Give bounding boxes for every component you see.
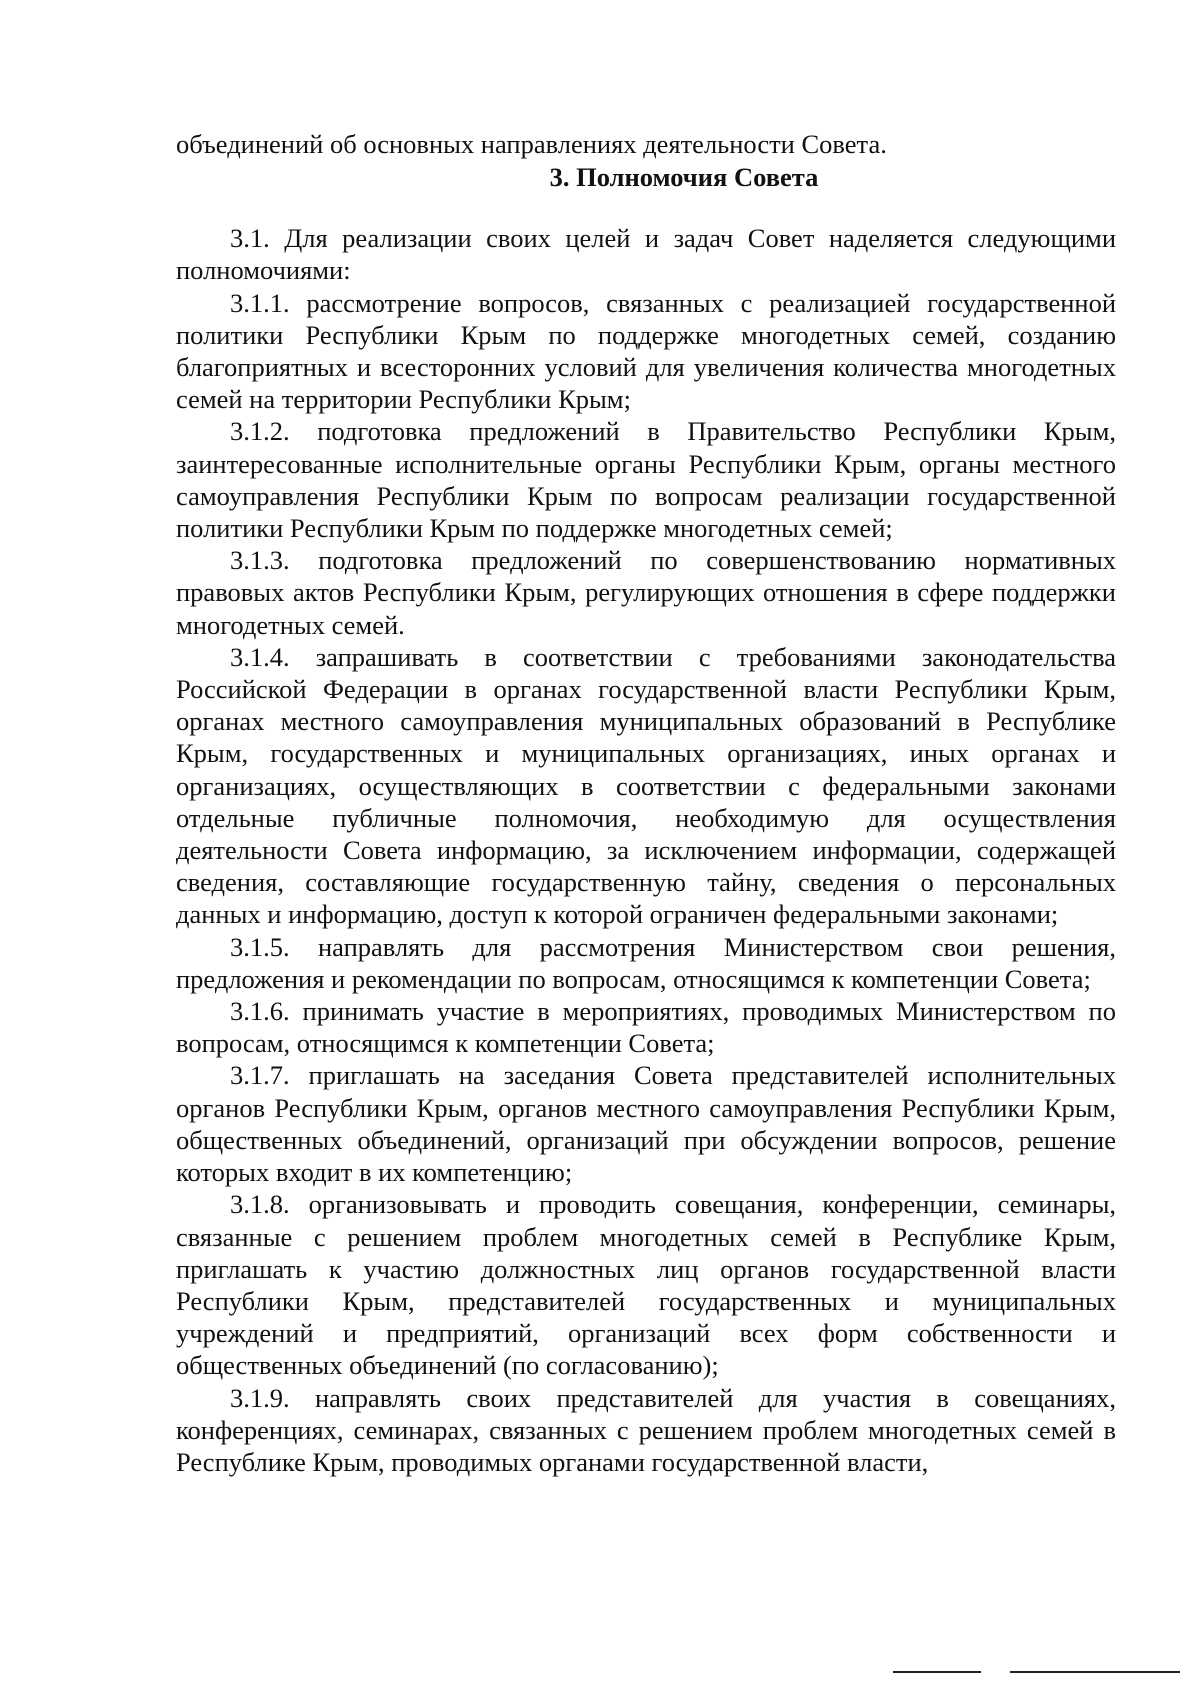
paragraph-3-1-5: 3.1.5. направлять для рассмотрения Министерством свои решения, предложения и рекомендации по вопросам, относящимся к компетенции Совета; [176,931,1116,994]
document-body [176,128,1116,1478]
lead-line: объединений об основных направлениях деятельности Совета. [176,129,887,159]
paragraph-3-1: 3.1. Для реализации своих целей и задач Совет наделяется следующими полномочиями: [176,223,1116,286]
paragraph-3-1-8: 3.1.8. организовывать и проводить совещания, конференции, семинары, связанные с решением проблем многодетных семей в Республике Крым, приглашать к участию должностных лиц органов государственной власти Республики Крым, представителей государственных и муниципальных учреждений и предприятий, организаций всех форм собственности и общественных объединений (по согласованию); [176,1189,1116,1381]
paragraph-3-1-1: 3.1.1. рассмотрение вопросов, связанных с реализацией государственной политики Республики Крым по поддержке многодетных семей, созданию благоприятных и всесторонних условий для увеличения количества многодетных семей на территории Республики Крым; [176,287,1116,415]
footer-rule-left [893,1671,981,1673]
paragraph-3-1-2: 3.1.2. подготовка предложений в Правительство Республики Крым, заинтересованные исполнительные органы Республики Крым, органы местного самоуправления Республики Крым по вопросам реализации государственной политики Республики Крым по поддержке многодетных семей; [176,416,1116,544]
footer-rule-right [1010,1671,1180,1673]
paragraph-3-1-4: 3.1.4. запрашивать в соответствии с требованиями законодательства Российской Федерации в органах государственной власти Республики Крым, органах местного самоуправления муниципальных образований в Республике Крым, государственных и муниципальных организациях, иных органах и организациях, осуществляющих в соответствии с федеральными законами отдельные публичные полномочия, необходимую для осуществления деятельности Совета информацию, за исключением информации, содержащей сведения, составляющие государственную тайну, сведения о персональных данных и информацию, доступ к которой ограничен федеральными законами; [176,641,1116,930]
section-heading: 3. Полномочия Совета [549,162,819,193]
paragraph-3-1-7: 3.1.7. приглашать на заседания Совета представителей исполнительных органов Республики Крым, органов местного самоуправления Республики Крым, общественных объединений, организаций при обсуждении вопросов, решение которых входит в их компетенцию; [176,1060,1116,1188]
paragraph-3-1-9: 3.1.9. направлять своих представителей для участия в совещаниях, конференциях, семинарах, связанных с решением проблем многодетных семей в Республике Крым, проводимых органами государственной власти, [176,1382,1116,1477]
paragraph-3-1-3: 3.1.3. подготовка предложений по совершенствованию нормативных правовых актов Республики Крым, регулирующих отношения в сфере поддержки многодетных семей. [176,545,1116,640]
paragraph-3-1-6: 3.1.6. принимать участие в мероприятиях, проводимых Министерством по вопросам, относящимся к компетенции Совета; [176,996,1116,1059]
